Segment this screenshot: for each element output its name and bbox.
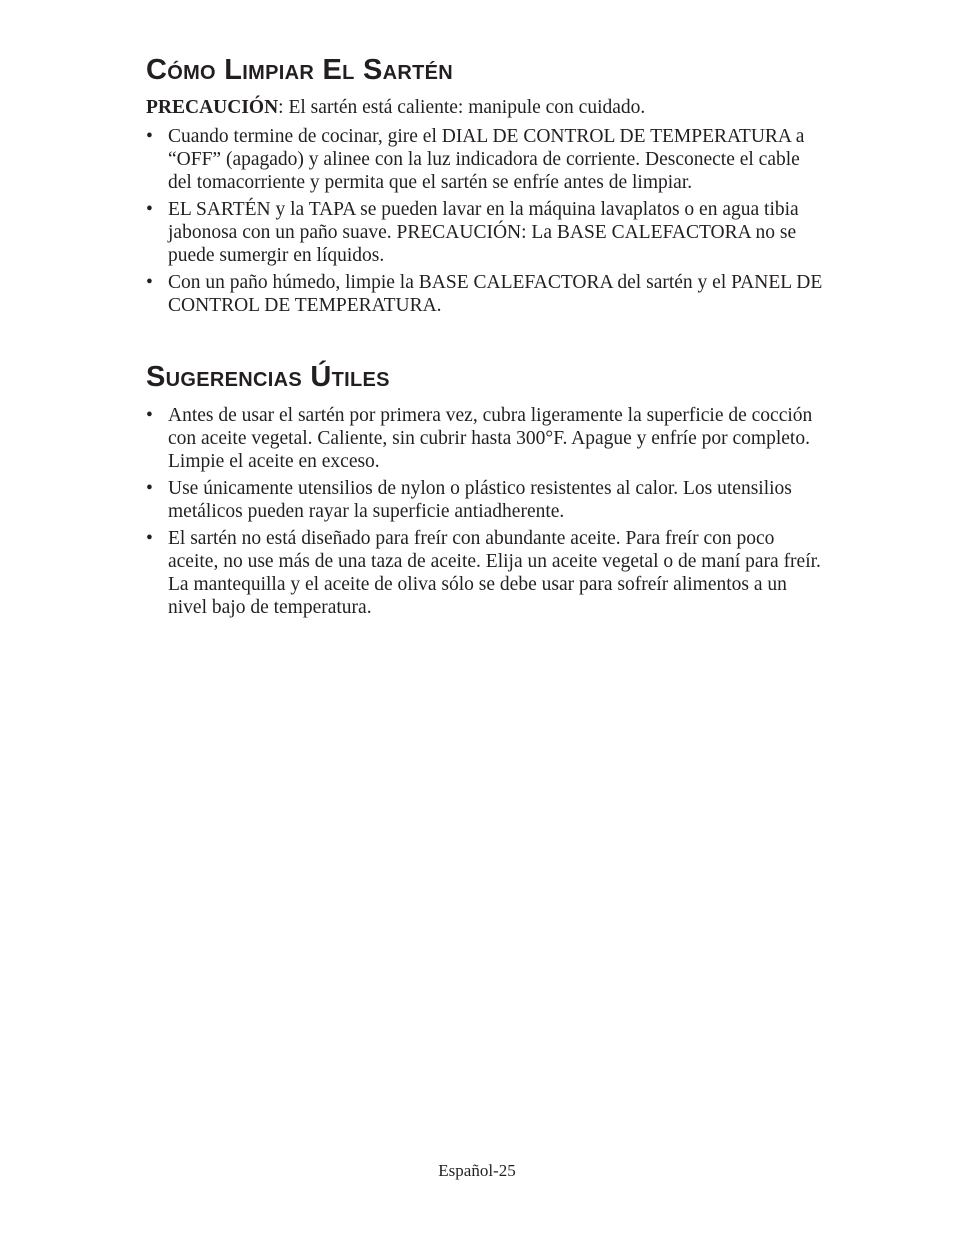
list-item-text: Con un paño húmedo, limpie la BASE CALEFACTORA del sartén y el PANEL DE CONTROL DE TEMPERATURA.: [168, 272, 823, 316]
bullet-icon: •: [146, 126, 153, 147]
bullet-icon: •: [146, 528, 153, 549]
bullet-icon: •: [146, 272, 153, 293]
list-item: [146, 198, 826, 267]
page-number: Español-25: [438, 1161, 516, 1180]
caution-label: PRECAUCIÓN: [146, 97, 279, 118]
caution-note: [146, 96, 826, 119]
bullet-icon: •: [146, 478, 153, 499]
caution-text: : El sartén está caliente: manipule con cuidado.: [278, 97, 646, 118]
list-item: [146, 271, 826, 317]
list-item-text: El sartén no está diseñado para freír con abundante aceite. Para freír con poco aceite, no use más de una taza de aceite. Elija un aceite vegetal o de maní para freír. La mantequilla y el aceite de oliva sólo se debe usar para sofreír alimentos a un nivel bajo de temperatura.: [168, 528, 821, 618]
cleaning-instructions-list: [146, 125, 826, 321]
list-item: [146, 404, 826, 473]
list-item: [146, 477, 826, 523]
section-title-cleaning: Cómo Limpiar El Sartén: [146, 54, 453, 86]
list-item: [146, 527, 826, 619]
tips-list: [146, 404, 826, 623]
list-item-text: EL SARTÉN y la TAPA se pueden lavar en la máquina lavaplatos o en agua tibia jabonosa con un paño suave. PRECAUCIÓN: La BASE CALEFACTORA no se puede sumergir en líquidos.: [168, 199, 799, 266]
list-item: [146, 125, 826, 194]
bullet-icon: •: [146, 405, 153, 426]
section-title-tips: Sugerencias Útiles: [146, 361, 390, 393]
list-item-text: Antes de usar el sartén por primera vez, cubra ligeramente la superficie de cocción con aceite vegetal. Caliente, sin cubrir hasta 300°F. Apague y enfríe por completo. Limpie el aceite en exceso.: [168, 405, 813, 472]
bullet-icon: •: [146, 199, 153, 220]
list-item-text: Use únicamente utensilios de nylon o plástico resistentes al calor. Los utensilios metálicos pueden rayar la superficie antiadherente.: [168, 478, 792, 522]
list-item-text: Cuando termine de cocinar, gire el DIAL DE CONTROL DE TEMPERATURA a “OFF” (apagado) y alinee con la luz indicadora de corriente. Desconecte el cable del tomacorriente y permita que el sartén se enfríe antes de limpiar.: [168, 126, 805, 193]
